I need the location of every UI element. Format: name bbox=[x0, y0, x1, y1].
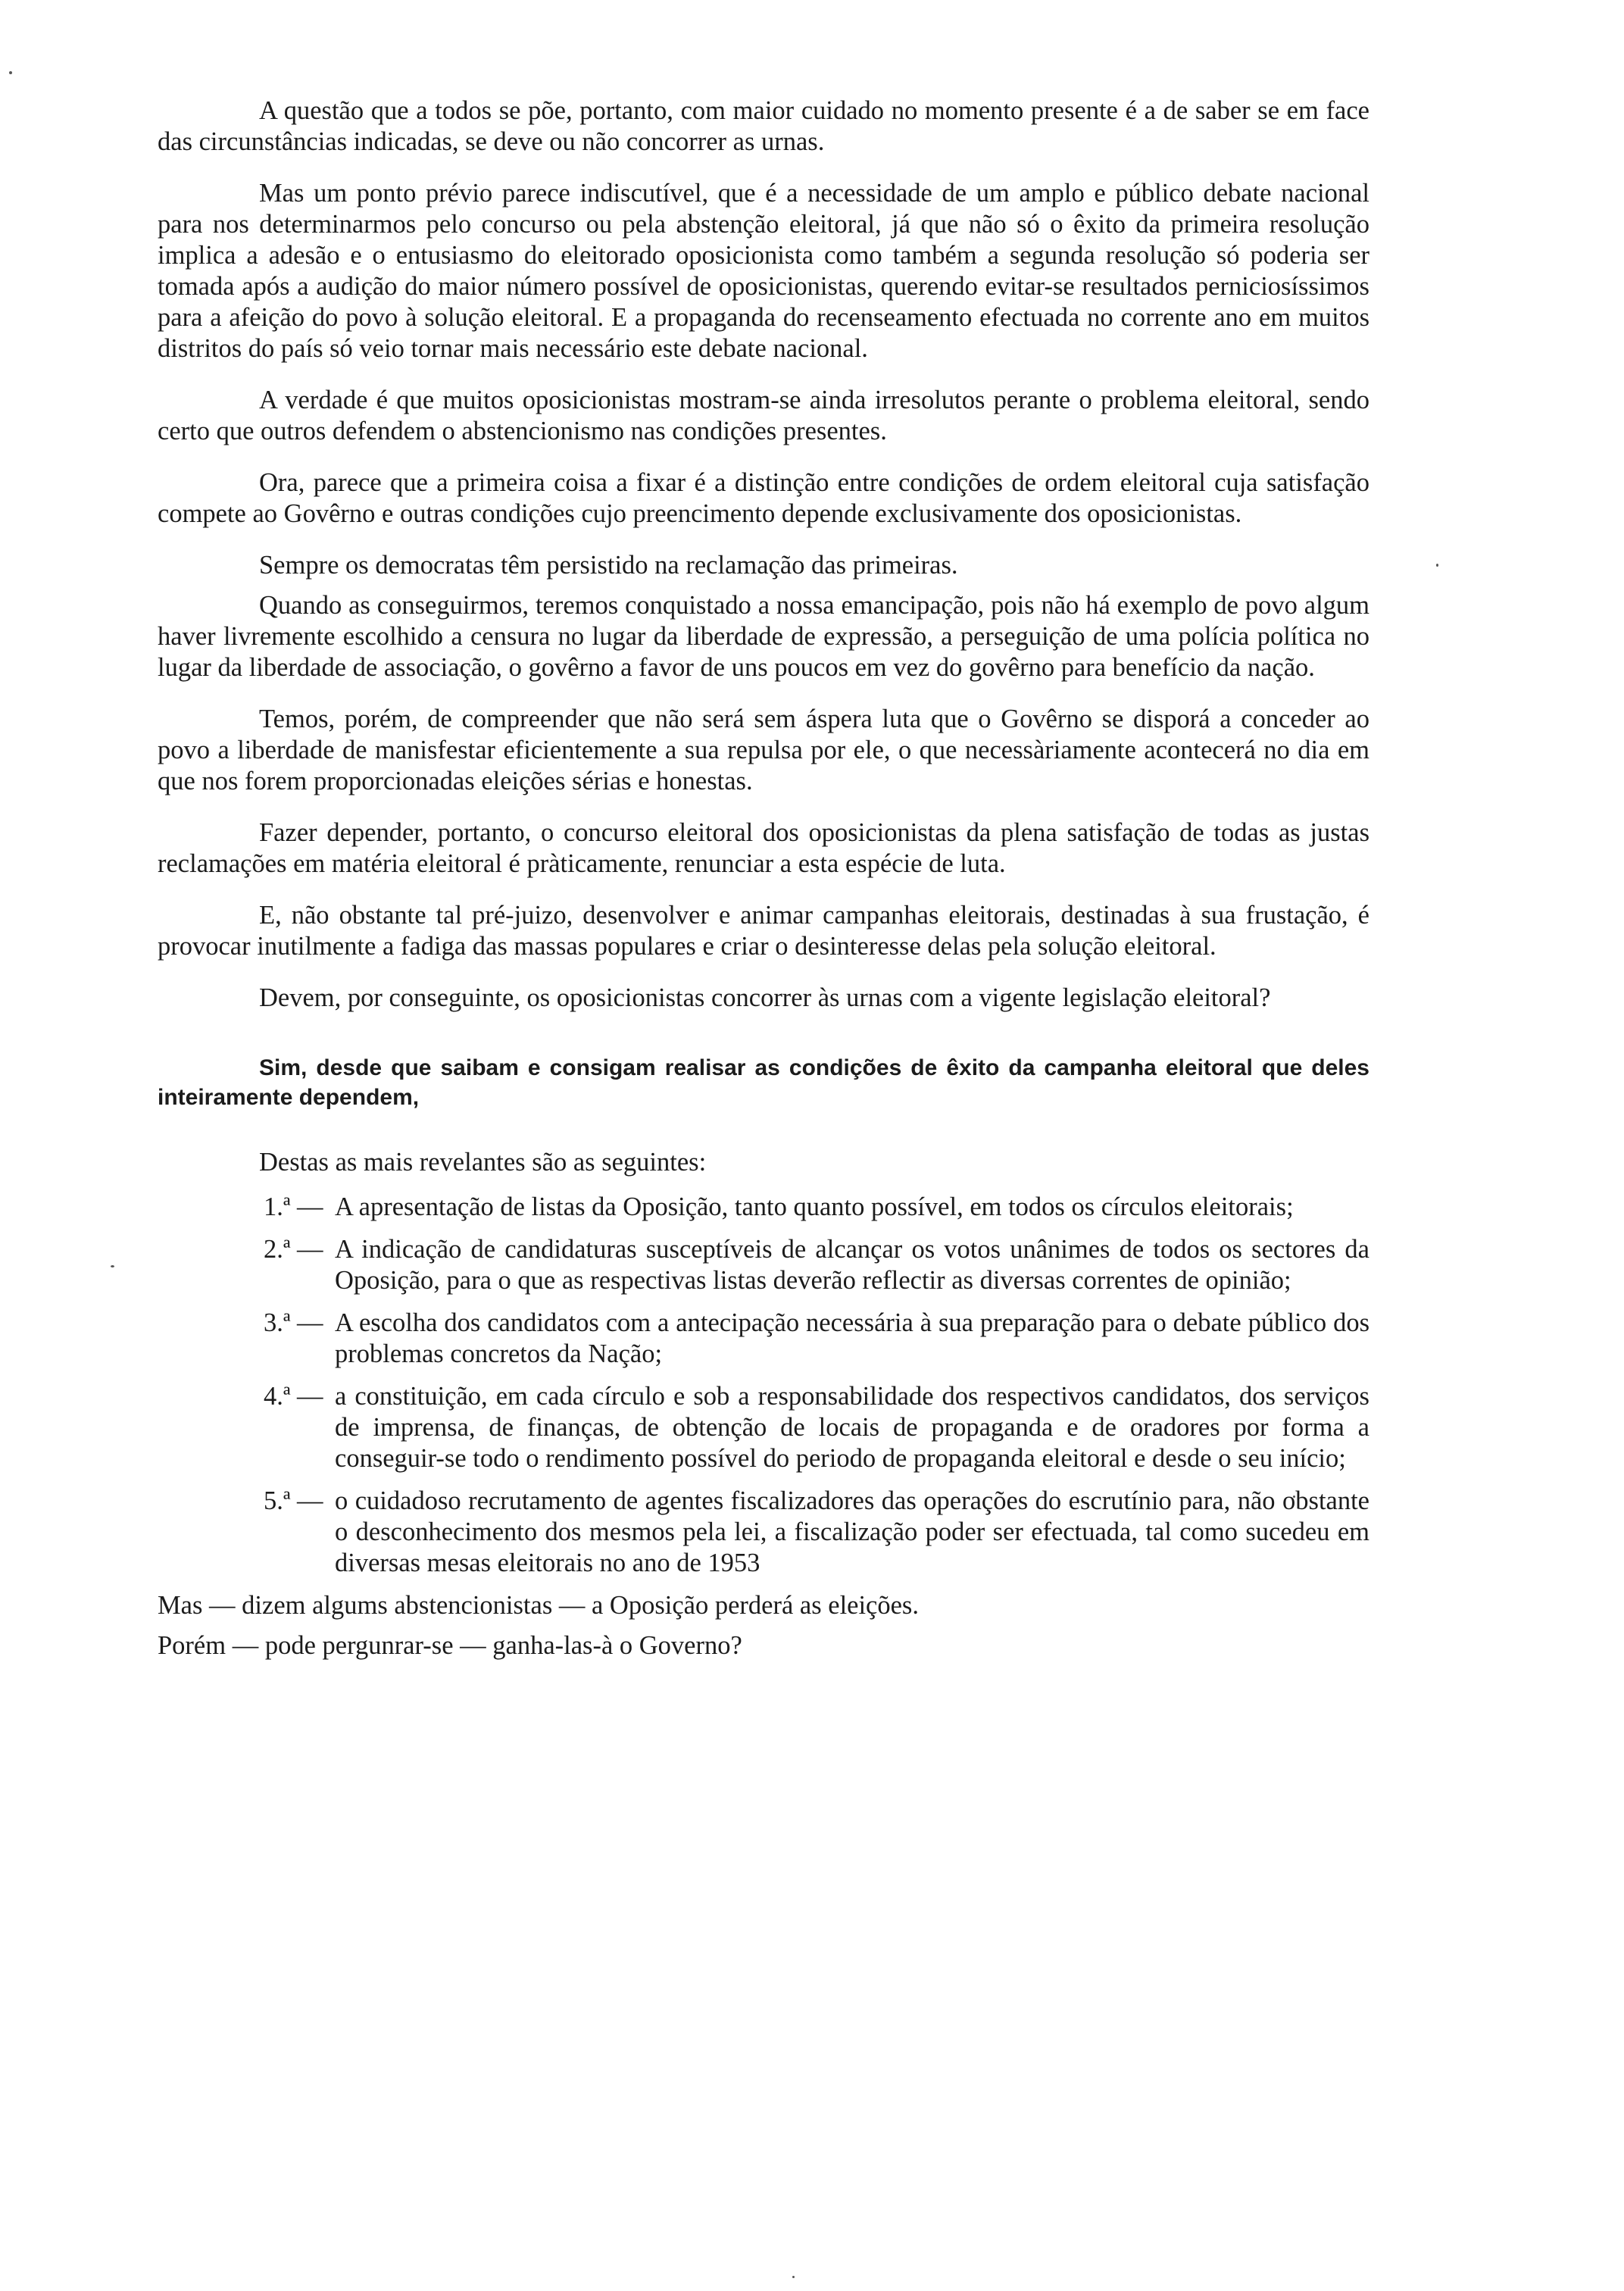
list-item bbox=[158, 1308, 1369, 1370]
list-item-number: 4.ª — bbox=[264, 1382, 323, 1411]
closing-line-1: Mas — dizem algums abstencionistas — a Oposição perderá as eleições. bbox=[158, 1591, 919, 1620]
conclusion-heading: Sim, desde que saibam e consigam realisar as condições de êxito da campanha eleitoral que deles inteiramente dependem, bbox=[158, 1055, 1369, 1110]
list-item-number: 2.ª — bbox=[264, 1235, 323, 1264]
list-item bbox=[158, 1381, 1369, 1474]
list-item-number: 1.ª — bbox=[264, 1192, 323, 1221]
list-item-text: o cuidadoso recrutamento de agentes fiscalizadores das operações do escrutínio para, não obstante o desconhecimento dos mesmos pela lei, a fiscalização poder ser efectuada, tal como sucedeu em diversas mesas eleitorais no ano de 1953 bbox=[335, 1486, 1369, 1577]
paragraph-6: Quando as conseguirmos, teremos conquistado a nossa emancipação, pois não há exemplo de povo algum haver livremente escolhido a censura no lugar da liberdade de expressão, a perseguição de uma polícia política no lugar da liberdade de associação, o govêrno a favor de uns poucos em vez do govêrno para benefício da nação. bbox=[158, 591, 1369, 682]
list-intro: Destas as mais revelantes são as seguintes: bbox=[259, 1148, 707, 1177]
paragraph-2: Mas um ponto prévio parece indiscutível, que é a necessidade de um amplo e público debate nacional para nos determinarmos pelo concurso ou pela abstenção eleitoral, já que não só o êxito da primeira resolução implica a adesão e o entusiasmo do eleitorado oposicionista como também a segunda resolução só poderia ser tomada após a audição do maior número possível de oposicionistas, querendo evitar-se resultados perniciosíssimos para a afeição do povo à solução eleitoral. E a propaganda do recenseamento efectuada no corrente ano em muitos distritos do país só veio tornar mais necessário este debate nacional. bbox=[158, 179, 1369, 363]
paragraph-10: Devem, por conseguinte, os oposicionistas concorrer às urnas com a vigente legislação eleitoral? bbox=[259, 983, 1271, 1012]
paragraph-8: Fazer depender, portanto, o concurso eleitoral dos oposicionistas da plena satisfação de todas as justas reclamações em matéria eleitoral é pràticamente, renunciar a esta espécie de luta. bbox=[158, 818, 1369, 878]
list-item-text: A escolha dos candidatos com a antecipação necessária à sua preparação para o debate público dos problemas concretos da Nação; bbox=[335, 1308, 1369, 1368]
closing-line-2: Porém — pode pergunrar-se — ganha-las-à o Governo? bbox=[158, 1631, 742, 1660]
paragraph-3: A verdade é que muitos oposicionistas mostram-se ainda irresolutos perante o problema eleitoral, sendo certo que outros defendem o abstencionismo nas condições presentes. bbox=[158, 386, 1369, 445]
list-item-number: 5.ª — bbox=[264, 1486, 323, 1515]
paragraph-9: E, não obstante tal pré-juizo, desenvolver e animar campanhas eleitorais, destinadas à sua frustação, é provocar inutilmente a fadiga das massas populares e criar o desinteresse delas pela solução eleitoral. bbox=[158, 901, 1369, 961]
paragraph-5: Sempre os democratas têm persistido na reclamação das primeiras. bbox=[259, 551, 958, 580]
paragraph-1: A questão que a todos se põe, portanto, com maior cuidado no momento presente é a de saber se em face das circunstâncias indicadas, se deve ou não concorrer as urnas. bbox=[158, 96, 1369, 156]
list-item-text: A apresentação de listas da Oposição, tanto quanto possível, em todos os círculos eleitorais; bbox=[335, 1192, 1294, 1221]
list-item bbox=[158, 1486, 1369, 1579]
list-item-text: a constituição, em cada círculo e sob a responsabilidade dos respectivos candidatos, dos serviços de imprensa, de finanças, de obtenção de locais de propaganda e de oradores por forma a conseguir-se todo o rendimento possível do periodo de propaganda eleitoral e desde o seu início; bbox=[335, 1382, 1369, 1473]
paragraph-7: Temos, porém, de compreender que não será sem áspera luta que o Govêrno se disporá a conceder ao povo a liberdade de manisfestar eficientemente a sua repulsa por ele, o que necessàriamente acontecerá no dia em que nos forem proporcionadas eleições sérias e honestas. bbox=[158, 705, 1369, 795]
list-item bbox=[158, 1192, 1369, 1223]
conditions-list bbox=[158, 1192, 1369, 1579]
list-item-number: 3.ª — bbox=[264, 1308, 323, 1337]
list-item bbox=[158, 1234, 1369, 1296]
list-item-text: A indicação de candidaturas susceptíveis de alcançar os votos unânimes de todos os sectores da Oposição, para o que as respectivas listas deverão reflectir as diversas correntes de opinião; bbox=[335, 1235, 1369, 1295]
document-body bbox=[158, 95, 1369, 1669]
paragraph-4: Ora, parece que a primeira coisa a fixar é a distinção entre condições de ordem eleitoral cuja satisfação compete ao Govêrno e outras condições cujo preencimento depende exclusivamente dos oposicionistas. bbox=[158, 468, 1369, 528]
